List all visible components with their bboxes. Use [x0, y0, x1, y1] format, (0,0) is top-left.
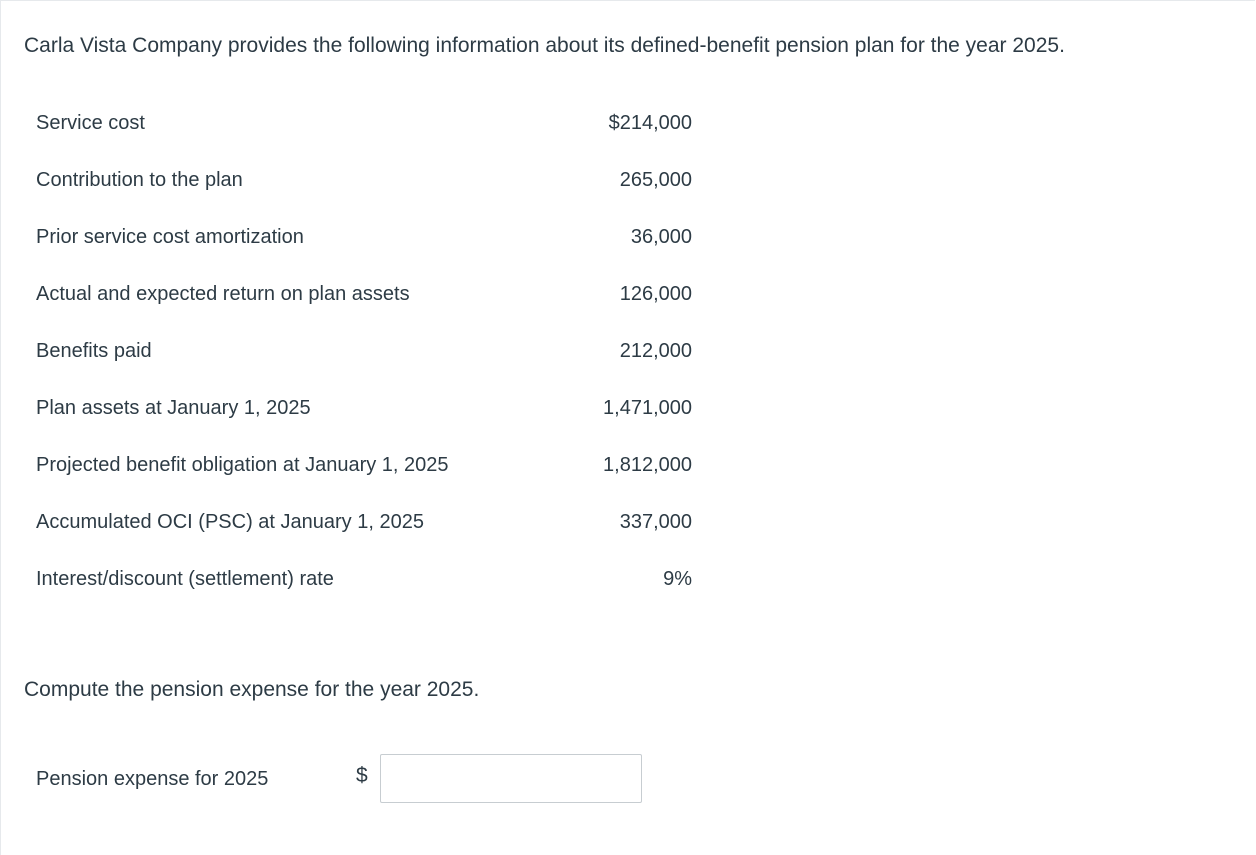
row-value: 1,471,000: [603, 397, 692, 419]
row-label: Benefits paid: [36, 340, 152, 362]
row-value: 126,000: [619, 283, 692, 305]
currency-symbol: $: [356, 764, 368, 787]
table-row: [24, 494, 692, 551]
row-label: Accumulated OCI (PSC) at January 1, 2025: [36, 511, 424, 533]
table-row: [24, 437, 692, 494]
row-value: 9%: [663, 568, 692, 590]
table-row: [24, 380, 692, 437]
row-label: Projected benefit obligation at January 1, 2025: [36, 454, 449, 476]
pension-expense-label: Pension expense for 2025: [36, 768, 269, 790]
row-value: 337,000: [619, 511, 692, 533]
row-value: 1,812,000: [603, 454, 692, 476]
row-value: 265,000: [619, 169, 692, 191]
table-row: [24, 152, 692, 209]
table-row: [24, 209, 692, 266]
row-label: Contribution to the plan: [36, 169, 243, 191]
question-prompt: Compute the pension expense for the year 2025.: [24, 678, 480, 701]
row-label: Service cost: [36, 112, 145, 134]
table-row: [24, 323, 692, 380]
table-row: [24, 266, 692, 323]
data-table: [24, 95, 692, 608]
row-label: Plan assets at January 1, 2025: [36, 397, 311, 419]
row-value: $214,000: [608, 112, 692, 134]
row-label: Prior service cost amortization: [36, 226, 304, 248]
intro-text: Carla Vista Company provides the following information about its defined-benefit pension plan for the year 2025.: [24, 34, 1065, 57]
row-value: 212,000: [619, 340, 692, 362]
row-value: 36,000: [630, 226, 692, 248]
table-row: [24, 551, 692, 608]
row-label: Interest/discount (settlement) rate: [36, 568, 334, 590]
row-label: Actual and expected return on plan assets: [36, 283, 410, 305]
pension-expense-input[interactable]: [380, 754, 642, 803]
table-row: [24, 95, 692, 152]
